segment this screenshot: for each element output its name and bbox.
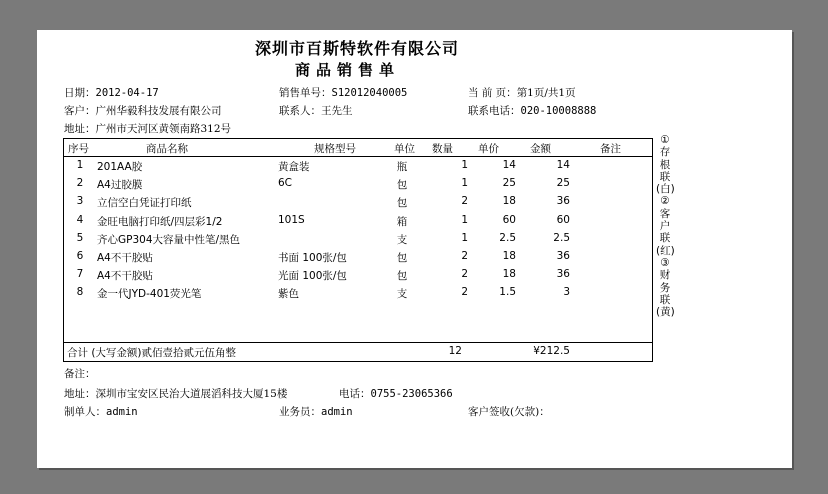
table-cell-qty: 1 bbox=[461, 159, 468, 171]
column-header: 单价 bbox=[478, 143, 499, 155]
company-address-label: 地址： bbox=[64, 388, 96, 400]
customer-sign-label: 客户签收(欠款)： bbox=[468, 406, 550, 418]
table-cell-no: 7 bbox=[76, 268, 84, 281]
table-cell-spec: 光面 100张/包 bbox=[278, 270, 347, 283]
table-cell-name: 金一代JYD-401荧光笔 bbox=[97, 288, 202, 301]
table-cell-name: 201AA胶 bbox=[97, 161, 143, 173]
table-cell-qty: 1 bbox=[461, 231, 468, 244]
address-value: 广州市天河区黄领南路312号 bbox=[95, 123, 232, 135]
customer-label: 客户： bbox=[64, 105, 96, 117]
column-header: 商品名称 bbox=[146, 143, 188, 155]
table-cell-price: 18 bbox=[502, 195, 516, 208]
table-cell-price: 2.5 bbox=[499, 231, 516, 244]
sales-invoice-page bbox=[37, 30, 792, 468]
contact-row bbox=[279, 103, 353, 118]
table-cell-unit: 包 bbox=[396, 270, 408, 283]
table-cell-no: 2 bbox=[76, 177, 84, 190]
contact-label: 联系人： bbox=[279, 105, 321, 117]
table-cell-unit: 包 bbox=[396, 197, 408, 210]
maker-value: admin bbox=[106, 406, 138, 418]
page-value: 第1页/共1页 bbox=[516, 87, 576, 99]
table-cell-no: 8 bbox=[76, 286, 84, 299]
table-cell-spec: 6C bbox=[278, 177, 293, 190]
company-address-value: 深圳市宝安区民治大道展滔科技大厦15楼 bbox=[95, 388, 288, 400]
maker-row bbox=[64, 404, 138, 419]
items-table bbox=[63, 138, 653, 362]
order-no-row bbox=[279, 85, 407, 100]
table-cell-name: A4不干胶贴 bbox=[97, 252, 153, 264]
table-cell-unit: 包 bbox=[396, 252, 408, 264]
table-cell-unit: 支 bbox=[396, 288, 408, 301]
table-cell-price: 14 bbox=[502, 159, 516, 171]
table-cell-price: 18 bbox=[502, 250, 516, 262]
remark-label: 备注： bbox=[64, 368, 96, 380]
customer-row bbox=[64, 103, 222, 118]
table-cell-unit: 包 bbox=[396, 179, 408, 192]
table-cell-unit: 支 bbox=[396, 233, 408, 246]
table-cell-qty: 2 bbox=[461, 286, 468, 299]
table-cell-amount: 60 bbox=[556, 213, 570, 226]
sales-row bbox=[279, 404, 353, 419]
column-header: 数量 bbox=[432, 143, 453, 155]
table-cell-unit: 箱 bbox=[396, 215, 408, 228]
table-cell-spec: 书面 100张/包 bbox=[278, 252, 347, 264]
table-cell-qty: 1 bbox=[461, 213, 468, 226]
column-header: 序号 bbox=[68, 143, 89, 155]
table-cell-no: 1 bbox=[76, 159, 84, 171]
page-row bbox=[468, 85, 576, 100]
date-label: 日期： bbox=[64, 87, 96, 99]
phone-value: 020-10008888 bbox=[520, 105, 597, 117]
page-label: 当 前 页： bbox=[468, 87, 517, 99]
phone-row bbox=[468, 103, 596, 118]
table-cell-no: 4 bbox=[76, 213, 84, 226]
column-header: 金额 bbox=[530, 143, 551, 155]
table-cell-qty: 2 bbox=[461, 268, 468, 281]
table-cell-amount: 36 bbox=[556, 195, 570, 208]
table-cell-amount: 36 bbox=[556, 250, 570, 262]
sales-value: admin bbox=[321, 406, 353, 418]
table-cell-price: 60 bbox=[502, 213, 516, 226]
table-cell-amount: 2.5 bbox=[553, 231, 570, 244]
customer-value: 广州华毅科技发展有限公司 bbox=[95, 105, 222, 117]
company-name: 深圳市百斯特软件有限公司 bbox=[255, 39, 460, 58]
address-row bbox=[64, 121, 231, 136]
total-amount: ¥212.5 bbox=[533, 345, 570, 357]
table-cell-spec: 黄盒装 bbox=[278, 161, 310, 173]
column-header: 备注 bbox=[600, 143, 621, 155]
table-cell-name: A4过胶膜 bbox=[97, 179, 143, 192]
company-phone-label: 电话： bbox=[339, 388, 371, 400]
total-label: 合计 (大写金额)贰佰壹拾贰元伍角整 bbox=[67, 347, 237, 359]
table-cell-amount: 25 bbox=[556, 177, 570, 190]
total-divider bbox=[64, 342, 652, 343]
header-divider bbox=[64, 156, 652, 157]
table-cell-qty: 2 bbox=[461, 195, 468, 208]
document-title: 商品销售单 bbox=[295, 61, 401, 79]
table-cell-no: 5 bbox=[76, 231, 84, 244]
table-cell-name: A4不干胶贴 bbox=[97, 270, 153, 283]
address-label: 地址： bbox=[64, 123, 96, 135]
table-cell-amount: 3 bbox=[563, 286, 570, 299]
order-no-value: S12012040005 bbox=[331, 87, 408, 99]
company-address-row bbox=[64, 386, 287, 401]
table-cell-spec: 101S bbox=[278, 213, 305, 226]
copy-distribution-note: ①存根联(白) ②客户联(红) ③财务联(黄) bbox=[656, 134, 675, 319]
table-cell-no: 6 bbox=[76, 250, 84, 262]
table-cell-qty: 2 bbox=[461, 250, 468, 262]
table-cell-price: 18 bbox=[502, 268, 516, 281]
sales-label: 业务员： bbox=[279, 406, 321, 418]
column-header: 单位 bbox=[394, 143, 415, 155]
company-phone-row bbox=[339, 386, 453, 401]
column-header: 规格型号 bbox=[314, 143, 356, 155]
table-cell-unit: 瓶 bbox=[396, 161, 408, 173]
total-quantity: 12 bbox=[448, 345, 462, 357]
table-cell-price: 25 bbox=[502, 177, 516, 190]
maker-label: 制单人： bbox=[64, 406, 106, 418]
table-cell-name: 金旺电脑打印纸/四层彩1/2 bbox=[97, 215, 223, 228]
table-cell-qty: 1 bbox=[461, 177, 468, 190]
contact-value: 王先生 bbox=[321, 105, 353, 117]
order-no-label: 销售单号： bbox=[279, 87, 332, 99]
date-row bbox=[64, 85, 159, 100]
table-cell-amount: 14 bbox=[556, 159, 570, 171]
date-value: 2012-04-17 bbox=[95, 87, 159, 99]
phone-label: 联系电话： bbox=[468, 105, 521, 117]
table-cell-no: 3 bbox=[76, 195, 84, 208]
table-cell-price: 1.5 bbox=[499, 286, 516, 299]
table-cell-name: 齐心GP304大容量中性笔/黑色 bbox=[97, 233, 241, 246]
company-phone-value: 0755-23065366 bbox=[370, 388, 453, 400]
table-cell-name: 立信空白凭证打印纸 bbox=[97, 197, 192, 210]
table-cell-spec: 紫色 bbox=[278, 288, 299, 301]
table-cell-amount: 36 bbox=[556, 268, 570, 281]
